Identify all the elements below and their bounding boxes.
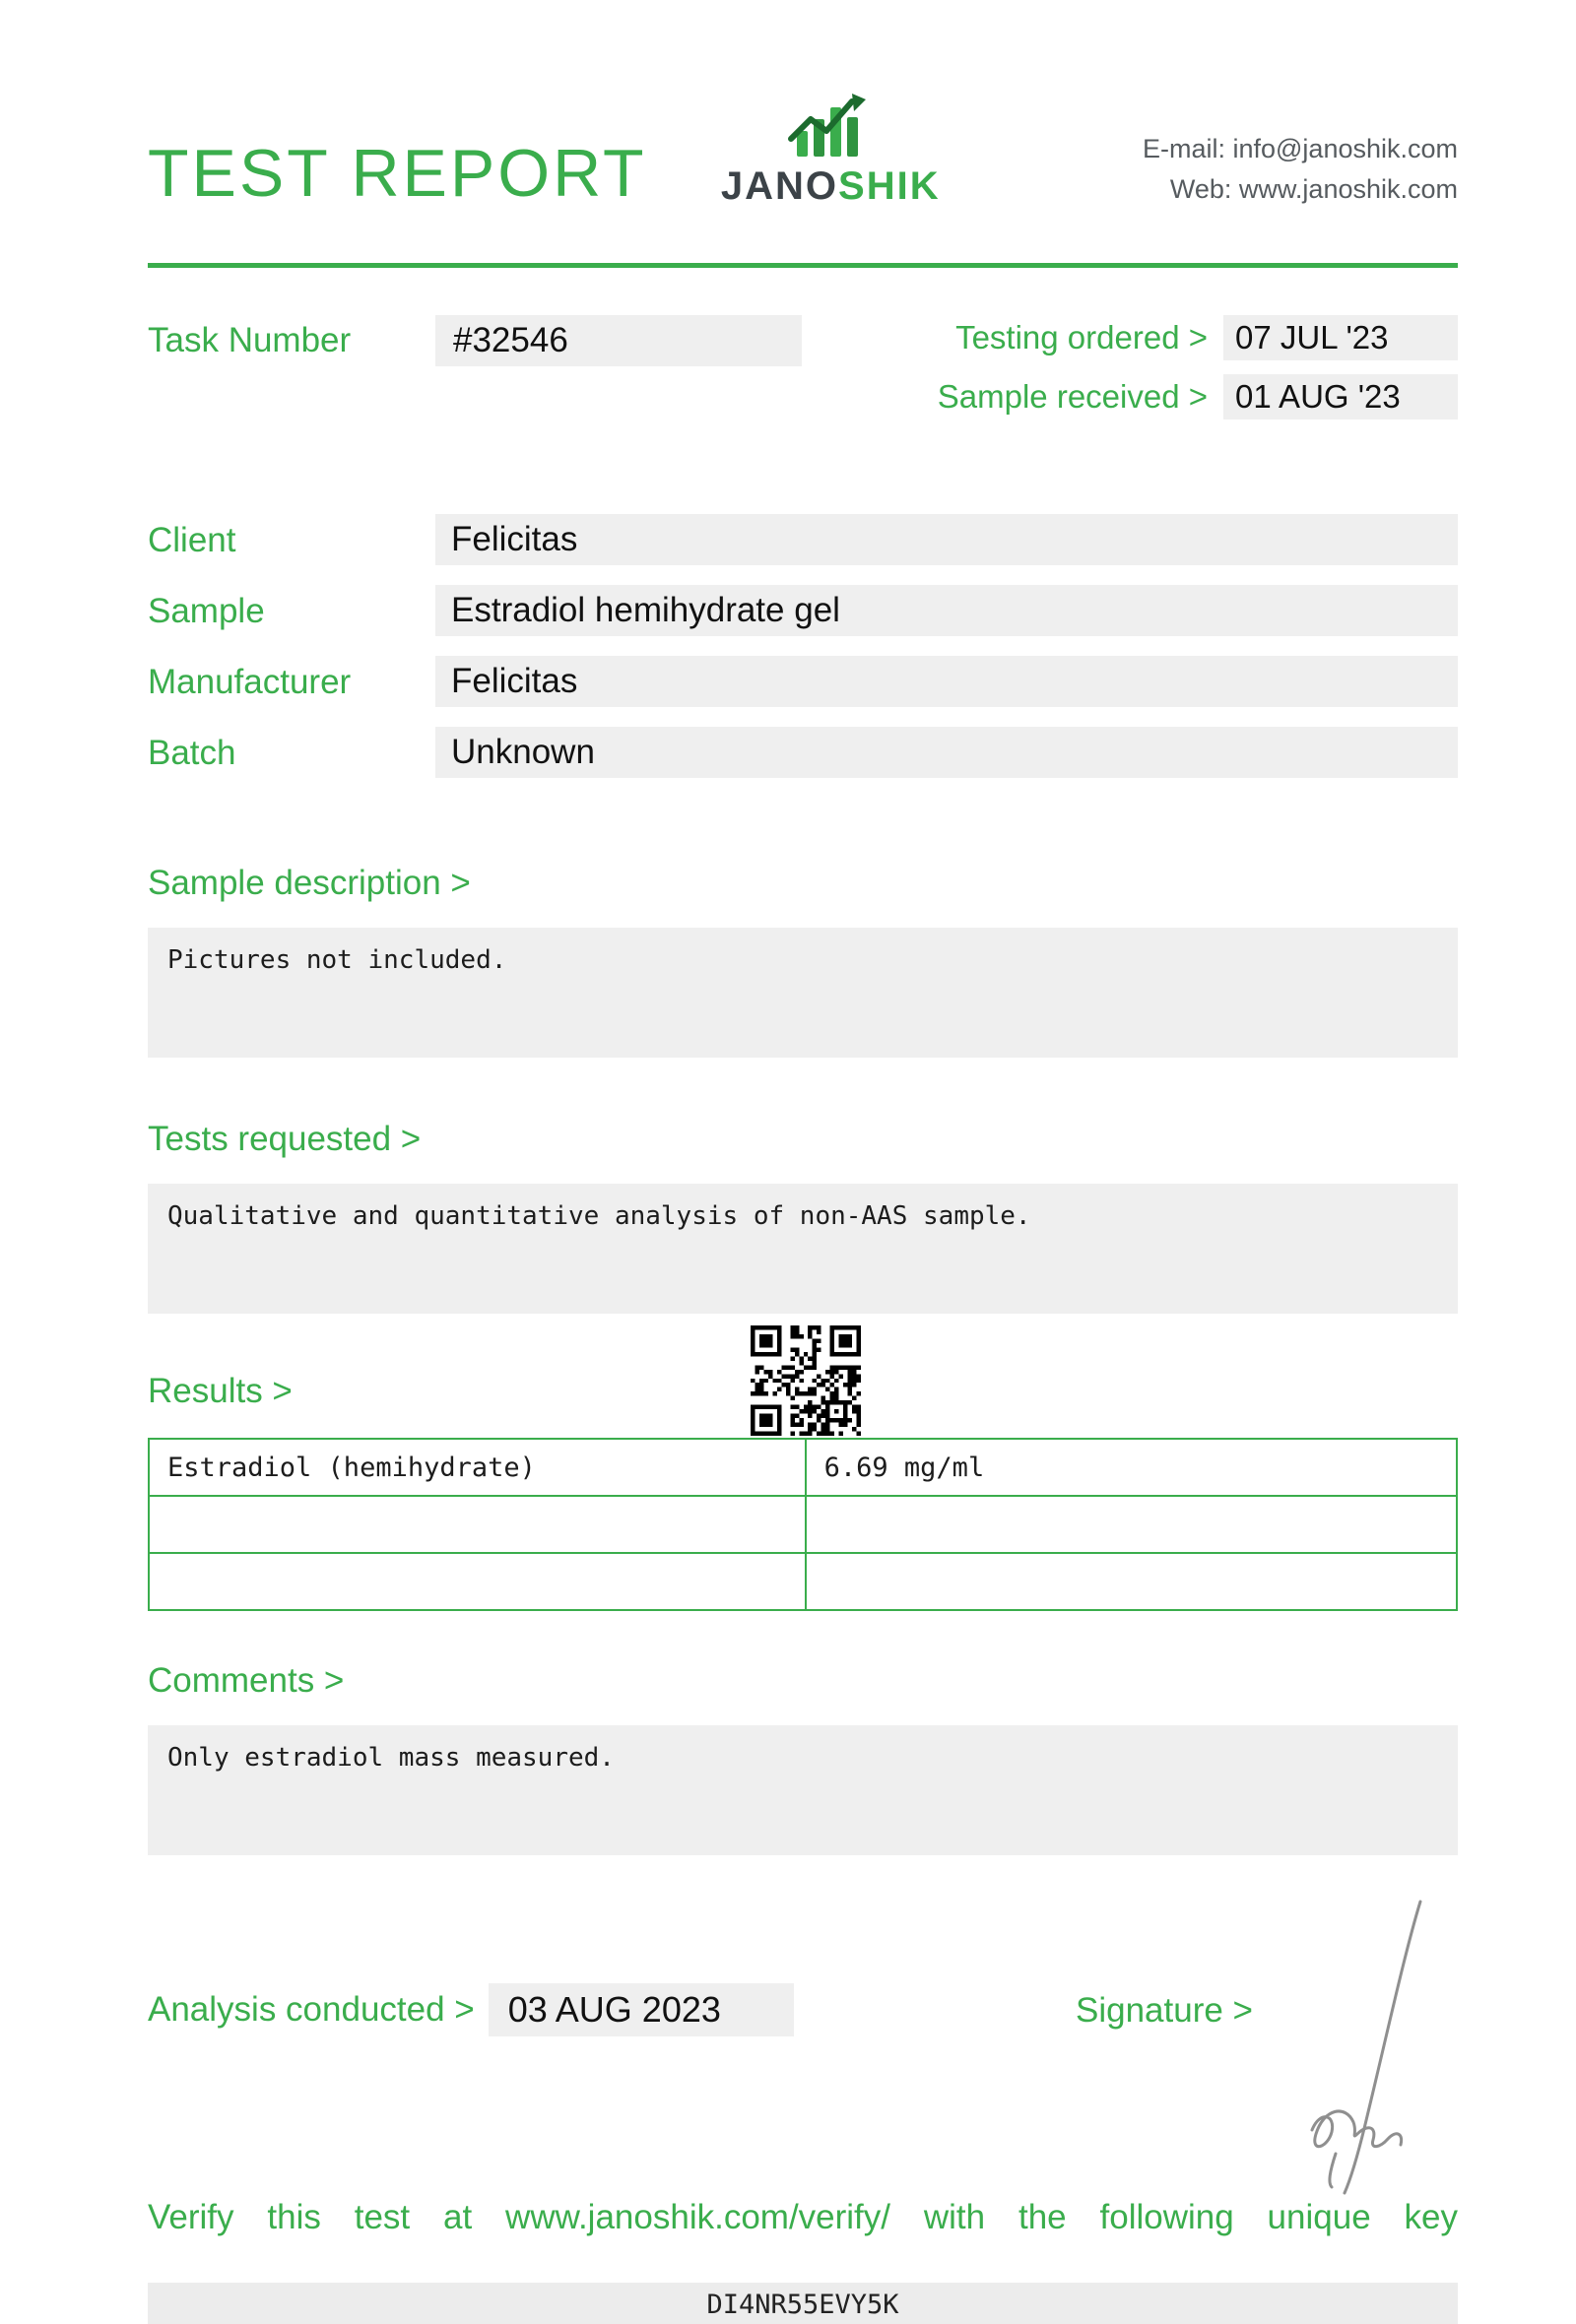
results-heading: Results > <box>148 1372 293 1410</box>
sample-description-section <box>148 863 1458 1058</box>
header-divider <box>148 263 1458 268</box>
email-label: E-mail: <box>1142 134 1225 163</box>
tests-requested-section <box>148 1119 1458 1314</box>
result-value <box>806 1496 1457 1553</box>
result-substance <box>149 1553 806 1610</box>
report-title: TEST REPORT <box>148 135 647 211</box>
unique-key: DI4NR55EVY5K <box>148 2283 1458 2324</box>
signature-image <box>1290 1896 1448 2201</box>
analysis-row <box>148 1983 1458 2042</box>
result-value: 6.69 mg/ml <box>806 1439 1457 1496</box>
qr-code <box>751 1325 861 1436</box>
analysis-conducted-group <box>148 1983 794 2036</box>
info-row-batch <box>148 727 1458 778</box>
batch-label: Batch <box>148 734 236 772</box>
web-label: Web: <box>1169 173 1232 204</box>
results-row <box>149 1496 1457 1553</box>
sample-received-label: Sample received > <box>937 378 1208 415</box>
manufacturer-label: Manufacturer <box>148 663 352 701</box>
info-row-client <box>148 514 1458 565</box>
sample-info-block <box>148 514 1458 778</box>
sample-received-value: 01 AUG '23 <box>1223 374 1458 420</box>
result-value <box>806 1553 1457 1610</box>
contact-info <box>1143 129 1458 209</box>
client-value: Felicitas <box>435 514 1458 565</box>
signature-label: Signature > <box>1076 1991 1253 2030</box>
results-heading-row <box>148 1322 1458 1438</box>
client-label: Client <box>148 521 236 559</box>
batch-value: Unknown <box>435 727 1458 778</box>
manufacturer-value: Felicitas <box>435 656 1458 707</box>
sample-value: Estradiol hemihydrate gel <box>435 585 1458 636</box>
tests-requested-heading: Tests requested > <box>148 1120 422 1158</box>
task-number-label: Task Number <box>148 321 352 359</box>
janoshik-logo <box>721 94 941 209</box>
analysis-conducted-label: Analysis conducted > <box>148 1990 475 2029</box>
logo-wordmark <box>721 164 941 209</box>
results-table <box>148 1438 1458 1611</box>
testing-ordered-row <box>938 315 1458 360</box>
email-value: info@janoshik.com <box>1232 134 1458 163</box>
results-section <box>148 1322 1458 1611</box>
sample-received-row <box>938 374 1458 420</box>
testing-ordered-label: Testing ordered > <box>955 319 1208 355</box>
bar-chart-logo-icon <box>783 94 878 161</box>
tests-requested-text: Qualitative and quantitative analysis of non-AAS sample. <box>148 1184 1458 1314</box>
results-row <box>149 1439 1457 1496</box>
verify-instruction: Verify this test at www.janoshik.com/verify/ with the following unique key <box>148 2198 1458 2236</box>
task-number-value: #32546 <box>435 315 802 366</box>
report-header <box>148 94 1458 209</box>
result-substance <box>149 1496 806 1553</box>
comments-section <box>148 1660 1458 1855</box>
comments-heading: Comments > <box>148 1661 345 1700</box>
result-substance: Estradiol (hemihydrate) <box>149 1439 806 1496</box>
info-row-manufacturer <box>148 656 1458 707</box>
sample-description-text: Pictures not included. <box>148 928 1458 1058</box>
contact-email-line <box>1143 129 1458 169</box>
logo-wordmark-dark: JANO <box>720 164 839 208</box>
sample-label: Sample <box>148 592 265 630</box>
logo-wordmark-accent: SHIK <box>838 164 941 208</box>
testing-ordered-value: 07 JUL '23 <box>1223 315 1458 360</box>
analysis-conducted-date: 03 AUG 2023 <box>489 1983 794 2036</box>
dates-group <box>938 315 1458 420</box>
web-value: www.janoshik.com <box>1238 173 1458 204</box>
sample-description-heading: Sample description > <box>148 864 471 902</box>
task-section <box>148 315 1458 420</box>
task-number-group <box>148 315 802 366</box>
contact-web-line <box>1143 169 1458 210</box>
info-row-sample <box>148 585 1458 636</box>
comments-text: Only estradiol mass measured. <box>148 1725 1458 1855</box>
results-row <box>149 1553 1457 1610</box>
